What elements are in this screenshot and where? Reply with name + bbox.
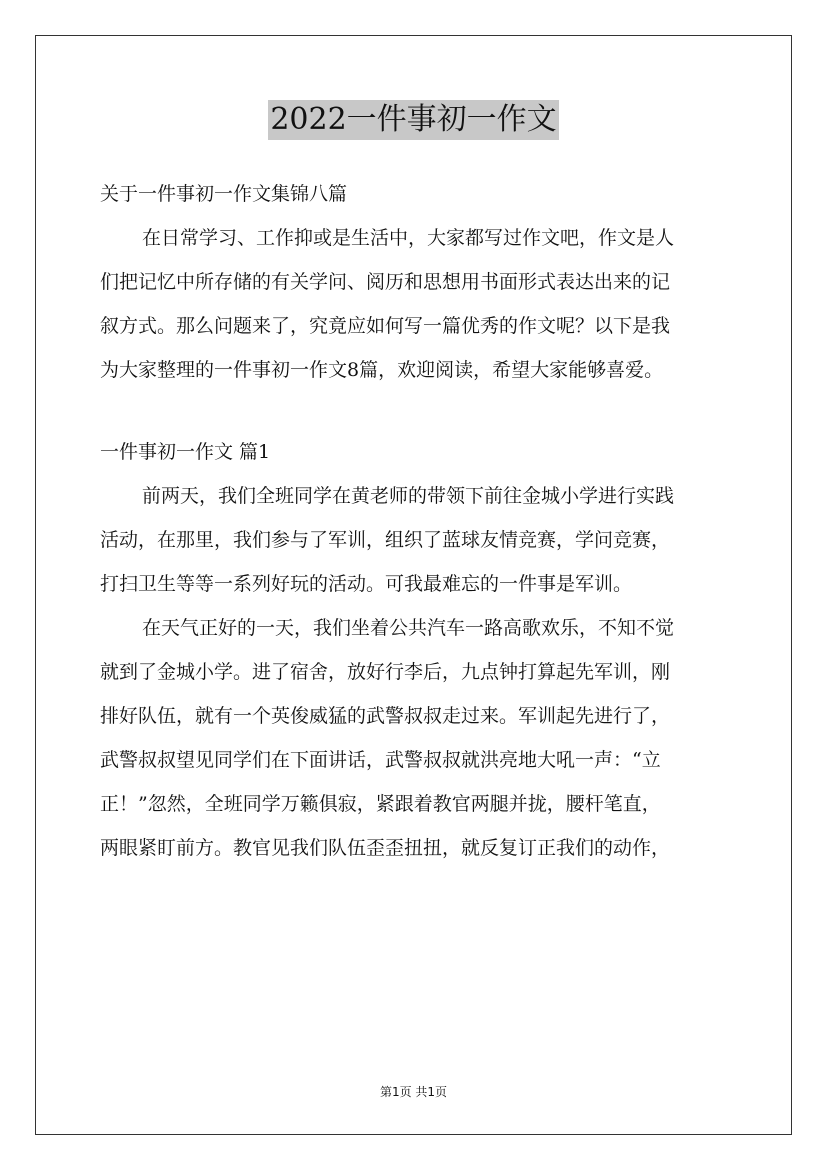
document-subtitle: 关于一件事初一作文集锦八篇 bbox=[100, 183, 348, 205]
paragraph-line: 就到了金城小学。进了宿舍，放好行李后，九点钟打算起先军训，刚 bbox=[100, 661, 671, 683]
title-container bbox=[0, 100, 827, 140]
paragraph-line: 打扫卫生等等一系列好玩的活动。可我最难忘的一件事是军训。 bbox=[100, 573, 633, 595]
section-heading: 一件事初一作文 篇1 bbox=[100, 441, 271, 463]
section-spacer bbox=[100, 392, 728, 430]
document-title: 2022一件事初一作文 bbox=[268, 100, 558, 140]
paragraph-line: 在天气正好的一天，我们坐着公共汽车一路高歌欢乐，不知不觉 bbox=[142, 617, 675, 639]
page-footer: 第1页 共1页 bbox=[379, 1085, 448, 1099]
intro-line: 在日常学习、工作抑或是生活中，大家都写过作文吧，作文是人 bbox=[142, 227, 675, 249]
intro-line: 为大家整理的一件事初一作文8篇，欢迎阅读，希望大家能够喜爱。 bbox=[100, 359, 664, 381]
paragraph-line: 排好队伍，就有一个英俊威猛的武警叔叔走过来。军训起先进行了， bbox=[100, 705, 671, 727]
intro-paragraph bbox=[100, 216, 728, 392]
paragraph-line: 武警叔叔望见同学们在下面讲话，武警叔叔就洪亮地大吼一声：“立 bbox=[100, 749, 661, 771]
paragraph-line: 两眼紧盯前方。教官见我们队伍歪歪扭扭，就反复订正我们的动作， bbox=[100, 837, 671, 859]
paragraph-line: 活动，在那里，我们参与了军训，组织了蓝球友情竞赛，学问竞赛， bbox=[100, 529, 671, 551]
body-paragraph-1 bbox=[100, 474, 728, 606]
intro-line: 叙方式。那么问题来了，究竟应如何写一篇优秀的作文呢？以下是我 bbox=[100, 315, 671, 337]
paragraph-line: 前两天，我们全班同学在黄老师的带领下前往金城小学进行实践 bbox=[142, 485, 675, 507]
document-body bbox=[100, 172, 728, 870]
body-paragraph-2 bbox=[100, 606, 728, 870]
paragraph-line: 正！”忽然，全班同学万籁俱寂，紧跟着教官两腿并拢，腰杆笔直， bbox=[100, 793, 661, 815]
intro-line: 们把记忆中所存储的有关学问、阅历和思想用书面形式表达出来的记 bbox=[100, 271, 671, 293]
